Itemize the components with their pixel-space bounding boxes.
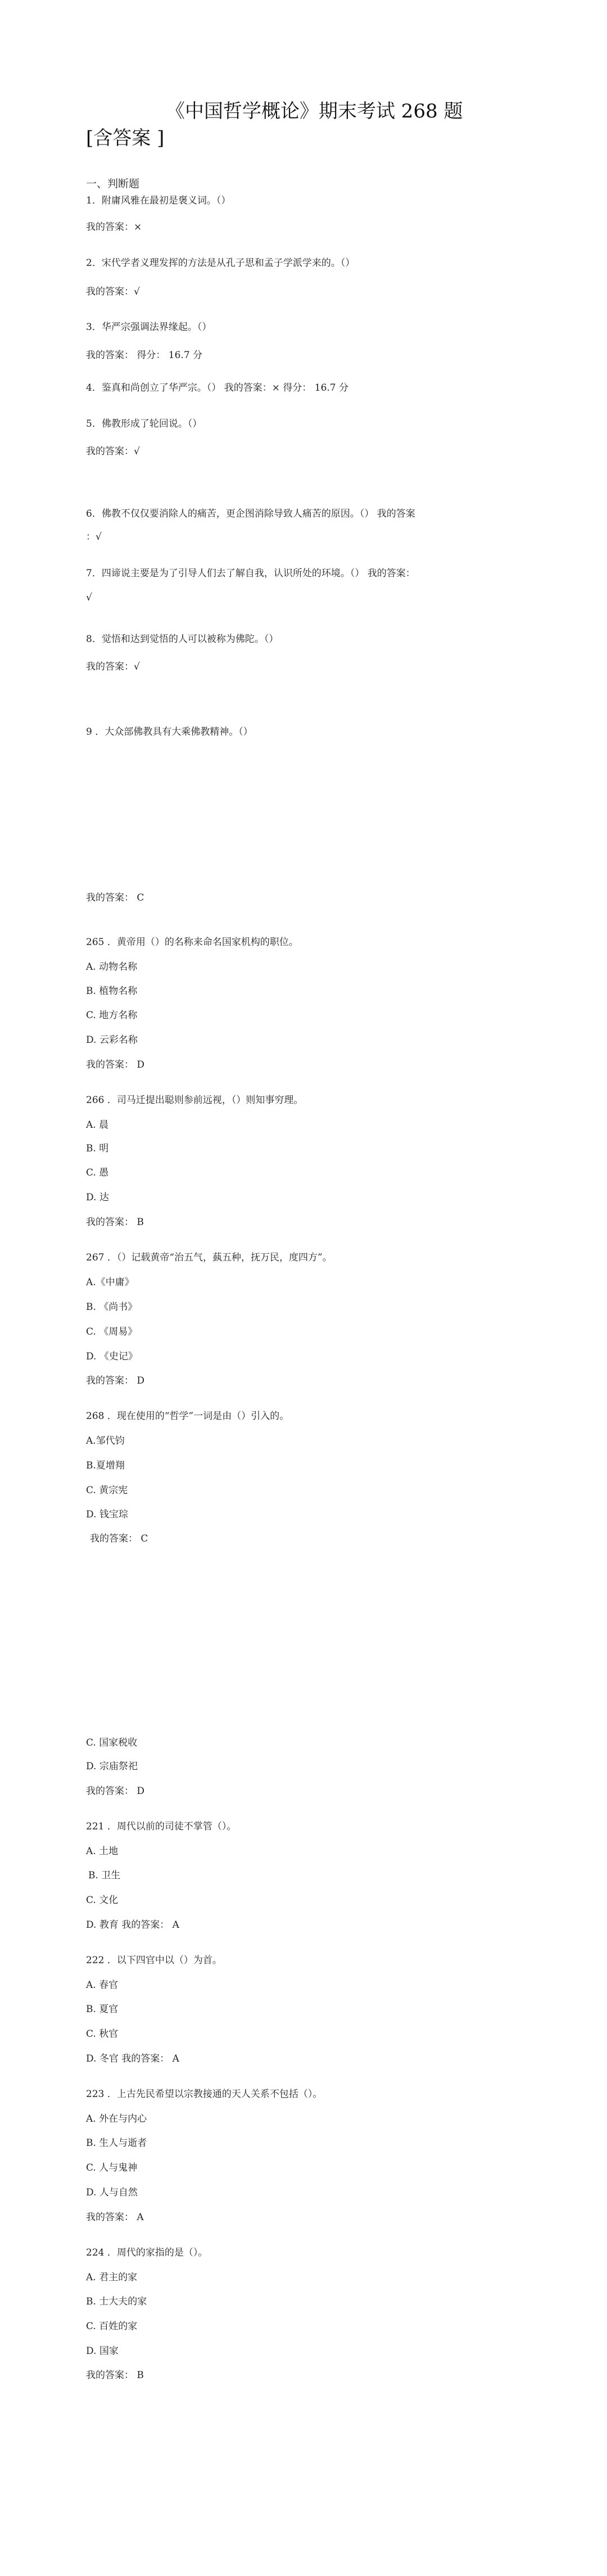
- text-line: 8．觉悟和达到觉悟的人可以被称为佛陀。（）: [86, 634, 279, 645]
- text-line: 2．宋代学者义理发挥的方法是从孔子思和孟子学派学来的。（）: [86, 257, 355, 269]
- text-line: B. 卫生: [88, 1870, 121, 1881]
- text-line: D. 冬官 我的答案： A: [86, 2053, 179, 2064]
- text-line: A. 春官: [86, 1980, 119, 1991]
- text-line: 我的答案： C: [90, 1533, 148, 1544]
- text-line: 265 ．黄帝用（）的名称来命名国家机构的职位。: [86, 937, 298, 948]
- text-line: 我的答案：√: [86, 446, 140, 457]
- text-line: 267 ．（）记载黄帝“治五气，蓺五种，抚万民，度四方”。: [86, 1252, 332, 1263]
- text-line: 我的答案： A: [86, 2212, 144, 2223]
- text-line: 223 ．上古先民希望以宗教接通的天人关系不包括（）。: [86, 2089, 323, 2100]
- text-line: C. 百姓的家: [86, 2321, 138, 2332]
- text-line: C. 文化: [86, 1895, 119, 1906]
- text-line: A. 动物名称: [86, 961, 138, 973]
- text-line: B.夏增翔: [86, 1460, 125, 1471]
- text-line: 我的答案：√: [86, 286, 140, 297]
- text-line: 9 ．大众部佛教具有大乘佛教精神。（）: [86, 726, 253, 738]
- text-line: C. 愚: [86, 1167, 109, 1178]
- text-line: A.《中庸》: [86, 1277, 134, 1288]
- text-line: ：√: [86, 531, 102, 543]
- text-line: B. 明: [86, 1143, 109, 1154]
- text-line: 224 ．周代的家指的是（）。: [86, 2247, 208, 2258]
- text-line: 我的答案：√: [86, 661, 140, 672]
- text-line: 我的答案： D: [86, 1786, 145, 1797]
- text-line: 1．附庸风雅在最初是褒义词。（）: [86, 195, 231, 206]
- section-heading: 一、判断题: [86, 178, 140, 190]
- text-line: D. 钱宝琮: [86, 1509, 128, 1520]
- text-line: 我的答案： B: [86, 2370, 144, 2381]
- text-line: D. 达: [86, 1192, 109, 1203]
- text-line: 我的答案：×: [86, 222, 142, 233]
- text-line: C. 《周易》: [86, 1326, 138, 1337]
- text-line: C. 秋官: [86, 2028, 119, 2040]
- text-line: A. 土地: [86, 1846, 119, 1857]
- document-title-suffix: [含答案 ]: [86, 127, 165, 150]
- text-line: B. 生人与逝者: [86, 2137, 147, 2149]
- text-line: 222 ．以下四官中以（）为首。: [86, 1955, 222, 1966]
- text-line: C. 国家税收: [86, 1737, 138, 1748]
- text-line: B. 《尚书》: [86, 1301, 138, 1313]
- text-line: 7．四谛说主要是为了引导人们去了解自我，认识所处的环境。（） 我的答案：: [86, 568, 415, 579]
- text-line: 我的答案： B: [86, 1217, 144, 1228]
- text-line: 我的答案： 得分： 16.7 分: [86, 350, 203, 361]
- text-line: 221 ．周代以前的司徒不掌管（）。: [86, 1821, 237, 1832]
- text-line: A.邹代钧: [86, 1435, 125, 1447]
- text-line: 6．佛教不仅仅要消除人的痛苦，更企图消除导致人痛苦的原因。（） 我的答案: [86, 508, 415, 519]
- text-line: 我的答案： D: [86, 1059, 145, 1070]
- text-line: B. 夏官: [86, 2004, 119, 2015]
- text-line: 5．佛教形成了轮回说。（）: [86, 418, 202, 430]
- text-line: 3．华严宗强调法界缘起。（）: [86, 322, 212, 333]
- text-line: A. 君主的家: [86, 2272, 138, 2283]
- text-line: A. 外在与内心: [86, 2113, 147, 2125]
- text-line: D. 《史记》: [86, 1351, 138, 1362]
- text-line: B. 植物名称: [86, 986, 138, 997]
- text-line: B. 士大夫的家: [86, 2296, 147, 2307]
- text-line: 我的答案： D: [86, 1375, 145, 1386]
- text-line: D. 国家: [86, 2345, 119, 2357]
- text-line: 268 ．现在使用的“哲学”一词是由（）引入的。: [86, 1411, 289, 1422]
- text-line: C. 人与鬼神: [86, 2162, 138, 2173]
- text-line: A. 晨: [86, 1119, 109, 1131]
- text-line: D. 宗庙祭祀: [86, 1761, 138, 1772]
- text-line: 4．鉴真和尚创立了华严宗。（） 我的答案：× 得分： 16.7 分: [86, 382, 349, 394]
- text-line: D. 人与自然: [86, 2187, 138, 2198]
- document-title: 《中国哲学概论》期末考试 268 题: [166, 100, 463, 123]
- text-line: C. 地方名称: [86, 1010, 138, 1021]
- text-line: D. 教育 我的答案： A: [86, 1919, 179, 1931]
- text-line: C. 黄宗宪: [86, 1485, 128, 1496]
- text-line: 266 ．司马迁提出聪则参前远视，（）则知事穷理。: [86, 1095, 304, 1106]
- text-line: √: [86, 592, 92, 603]
- text-line: D. 云彩名称: [86, 1034, 138, 1046]
- text-line: 我的答案： C: [86, 892, 144, 903]
